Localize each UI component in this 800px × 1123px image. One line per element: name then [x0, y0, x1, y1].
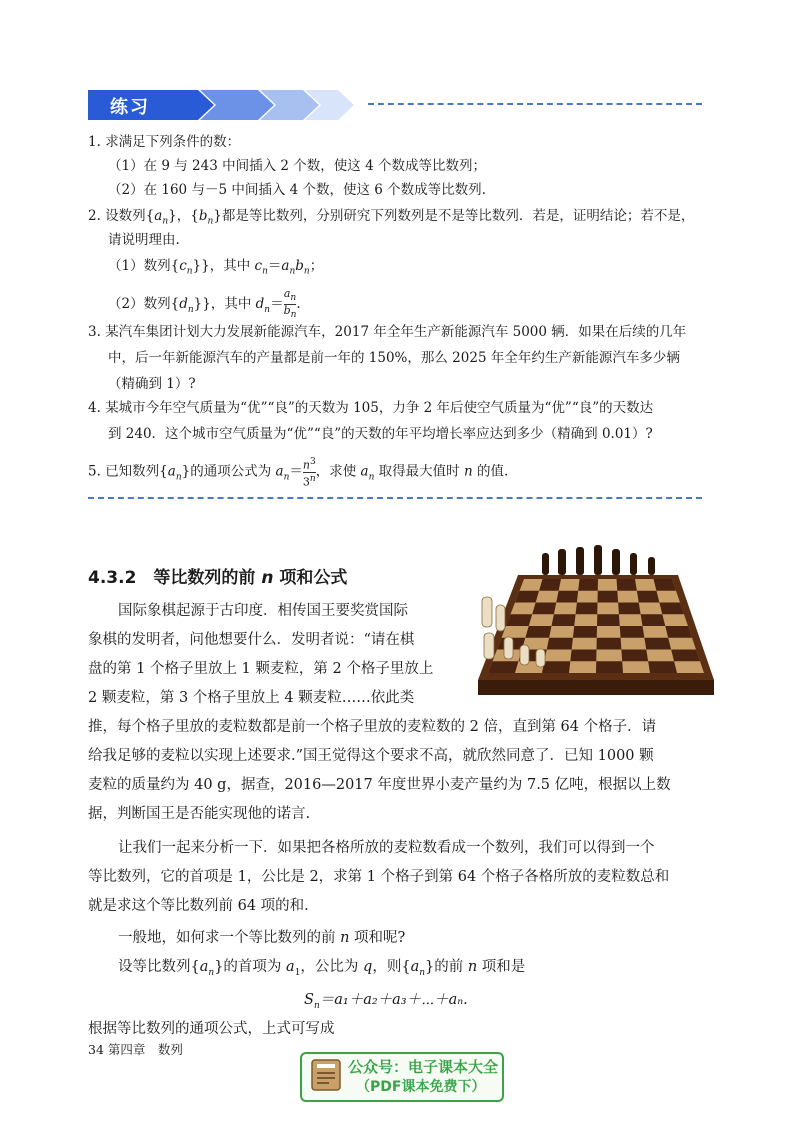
chess-square	[597, 614, 620, 626]
exercise-3-line2: 中，后一年新能源汽车的产量都是前一年的 150%，那么 2025 年全年约生产新能源汽车多少辆	[108, 350, 680, 366]
chess-square	[641, 614, 666, 626]
exercise-4-line2: 到 240．这个城市空气质量为“优”“良”的天数的年平均增长率应达到多少（精确到 0.01）?	[108, 426, 653, 442]
chess-square	[597, 638, 622, 650]
exercise-1b: （2）在 160 与－5 中间插入 4 个数，使这 6 个数成等比数列.	[108, 182, 486, 198]
page-number: 34	[88, 1042, 104, 1057]
chess-square	[671, 650, 700, 662]
exercise-title: 练习	[110, 97, 150, 118]
body-line-9: 让我们一起来分析一下．如果把各格所放的麦粒数看成一个数列，我们可以得到一个	[118, 840, 655, 856]
body-line-13: 设等比数列$\{a_n\}$的首项为 $a_1$，公比为 q，则$\{a_n\}$的前 n 项和是	[118, 959, 526, 978]
body-line-8: 据，判断国王是否能实现他的诺言.	[88, 806, 311, 822]
chess-square	[506, 614, 532, 626]
chess-square	[576, 603, 598, 615]
exercise-5: 5. 已知数列$\{a_n\}$的通项公式为 $a_n=$ $\frac{n^3}{3^n}$ ，求使 $a_n$ 取得最大值时 n 的值.	[88, 457, 509, 489]
chess-square	[648, 661, 677, 673]
badge-line-1: 公众号：电子课本大全	[348, 1058, 499, 1076]
exercise-3: 3. 某汽车集团计划大力发展新能源汽车，2017 年全年生产新能源汽车 5000 辆．如果在后续的几年	[88, 324, 687, 340]
chess-square	[539, 579, 561, 591]
chess-square	[665, 626, 692, 638]
body-line-11: 就是求这个等比数列前 64 项的和.	[88, 898, 309, 914]
chess-square	[617, 579, 637, 591]
exercise-2-line2: 请说明理由.	[108, 232, 180, 248]
sum-formula: $S_n=a_1+a_2+a_3+\cdots+a_n$.	[304, 992, 468, 1011]
bottom-divider	[88, 497, 702, 499]
chess-square	[570, 650, 596, 662]
exercise-1: 1. 求满足下列条件的数：	[88, 134, 241, 150]
chess-square	[525, 626, 551, 638]
exercise-2: 2. 设数列$\{a_n\}$，$\{b_n\}$都是等比数列，分别研究下列数列是不是等比数列．若是，证明结论；若不是，	[88, 208, 695, 227]
body-line-5: 推，每个格子里放的麦粒数都是前一个格子里放的麦粒数的 2 倍，直到第 64 个格子．请	[88, 719, 657, 735]
chess-square	[488, 661, 518, 673]
chess-square	[637, 591, 660, 603]
chess-square	[542, 661, 570, 673]
chess-square	[573, 626, 597, 638]
exercise-4: 4. 某城市今年空气质量为“优”“良”的天数为 105，力争 2 年后使空气质量为“优”“良”的天数达	[88, 400, 654, 416]
chess-square	[620, 626, 645, 638]
body-line-10: 等比数列，它的首项是 1，公比是 2，求第 1 个格子到第 64 个格子各格所放的麦粒数总和	[88, 869, 670, 885]
body-line-6: 给我足够的麦粒以实现上述要求.”国王觉得这个要求不高，就欣然同意了．已知 1000 颗	[88, 748, 654, 764]
body-line-1: 国际象棋起源于古印度．相传国王要奖赏国际	[118, 603, 408, 619]
chess-square	[596, 661, 623, 673]
chess-square	[578, 579, 598, 591]
page-footer	[88, 1040, 183, 1058]
chess-square	[547, 638, 573, 650]
body-line-2: 象棋的发明者，问他想要什么．发明者说：“请在棋	[88, 632, 415, 648]
exercise-3-line3: （精确到 1）?	[108, 376, 196, 392]
badge-line-2: （PDF课本免费下）	[356, 1079, 486, 1095]
exercise-2a: （1）数列$\{c_n\}$}，其中 $c_n=a_nb_n$；	[108, 258, 324, 277]
body-line-12: 一般地，如何求一个等比数列的前 n 项和呢?	[118, 930, 406, 946]
exercise-2b: （2）数列$\{d_n\}$}，其中 $d_n=$ $\frac{a_n}{b_n}$ .	[108, 287, 301, 321]
chess-square	[598, 591, 619, 603]
body-line-7: 麦粒的质量约为 40 g，据查，2016—2017 年度世界小麦产量约为 7.5 亿吨，根据以上数	[88, 777, 671, 793]
chess-square	[644, 638, 671, 650]
book-icon	[310, 1058, 342, 1092]
section-title: 4.3.2 等比数列的前 n 项和公式	[88, 568, 348, 588]
chessboard-image	[478, 545, 714, 705]
body-line-4: 2 颗麦粒，第 3 个格子里放上 4 颗麦粒……依此类	[88, 690, 415, 706]
exercise-1a: （1）在 9 与 243 中间插入 2 个数，使这 4 个数成等比数列；	[108, 158, 486, 174]
top-divider	[368, 103, 702, 105]
chapter-label: 第四章 数列	[107, 1042, 183, 1057]
chess-square	[556, 591, 578, 603]
body-line-3: 盘的第 1 个格子里放上 1 颗麦粒，第 2 个格子里放上	[88, 661, 434, 677]
chess-square	[621, 650, 648, 662]
chess-square	[532, 603, 556, 615]
chess-square	[618, 603, 641, 615]
chess-square	[552, 614, 576, 626]
chess-square	[659, 603, 684, 615]
body-line-14: 根据等比数列的通项公式，上式可写成	[88, 1021, 335, 1037]
